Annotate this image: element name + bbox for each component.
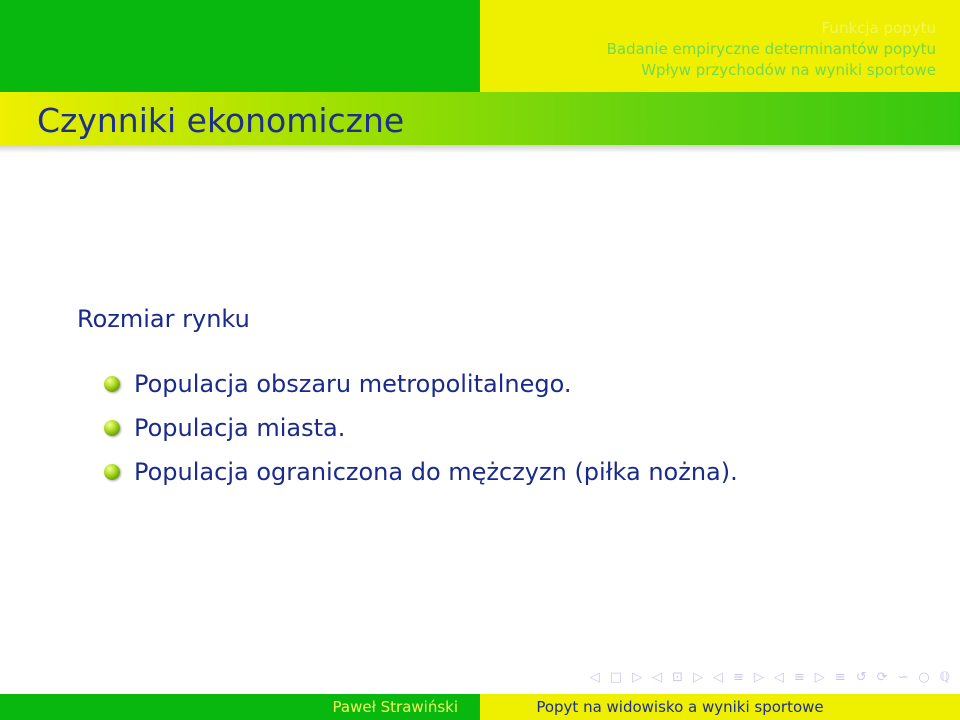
header-left-panel — [0, 0, 480, 92]
nav-frame-icon[interactable]: □ — [609, 670, 623, 685]
bullet-ball-icon — [104, 464, 120, 480]
footer-left-panel — [0, 694, 480, 720]
nav-prev-doc-icon[interactable]: ◁ — [773, 670, 784, 685]
beamer-navigation-symbols — [590, 670, 950, 685]
nav-section-icon[interactable]: ≡ — [732, 670, 744, 685]
frame-title: Czynniki ekonomiczne — [37, 101, 405, 140]
nav-forward-icon[interactable]: ⟳ — [876, 670, 888, 685]
header-bar — [0, 0, 960, 92]
nav-subsubsection[interactable]: Wpływ przychodów na wyniki sportowe — [641, 61, 936, 79]
bullet-text: Populacja miasta. — [134, 414, 346, 442]
footer-bar — [0, 694, 960, 720]
list-item — [104, 362, 738, 406]
bullet-ball-icon — [104, 420, 120, 436]
list-item — [104, 406, 738, 450]
nav-appendix-icon[interactable]: ≡ — [834, 670, 846, 685]
nav-prev-frame-icon[interactable]: ◁ — [589, 670, 600, 685]
bullet-text: Populacja obszaru metropolitalnego. — [134, 370, 572, 398]
nav-next-doc-icon[interactable]: ▷ — [814, 670, 825, 685]
nav-section-current[interactable]: Funkcja popytu — [821, 19, 936, 37]
nav-prev-subsection-icon[interactable]: ◁ — [652, 670, 663, 685]
footer-author: Paweł Strawiński — [332, 698, 458, 716]
nav-back-icon[interactable]: ↺ — [855, 670, 867, 685]
nav-search-icon[interactable]: ∽ — [897, 670, 909, 685]
nav-next-subsection-icon[interactable]: ▷ — [692, 670, 703, 685]
nav-next-frame-icon[interactable]: ▷ — [632, 670, 643, 685]
footer-title: Popyt na widowisko a wyniki sportowe — [536, 698, 824, 716]
nav-next-section-icon[interactable]: ▷ — [753, 670, 764, 685]
nav-doc-icon[interactable]: ≡ — [793, 670, 805, 685]
bullet-ball-icon — [104, 376, 120, 392]
section-navigation — [476, 18, 936, 81]
bullet-list — [104, 362, 738, 494]
list-item — [104, 450, 738, 494]
content-heading: Rozmiar rynku — [77, 305, 250, 333]
nav-subsection-icon[interactable]: ⊡ — [672, 670, 683, 685]
nav-circle-icon[interactable]: ○ — [918, 670, 930, 685]
title-bar-shadow — [0, 145, 960, 153]
footer-right-panel — [480, 694, 960, 720]
nav-prev-section-icon[interactable]: ◁ — [712, 670, 723, 685]
bullet-text: Populacja ograniczona do mężczyzn (piłka nożna). — [134, 458, 738, 486]
nav-zoom-icon[interactable]: ℚ — [939, 670, 950, 685]
nav-subsection[interactable]: Badanie empiryczne determinantów popytu — [606, 40, 936, 58]
